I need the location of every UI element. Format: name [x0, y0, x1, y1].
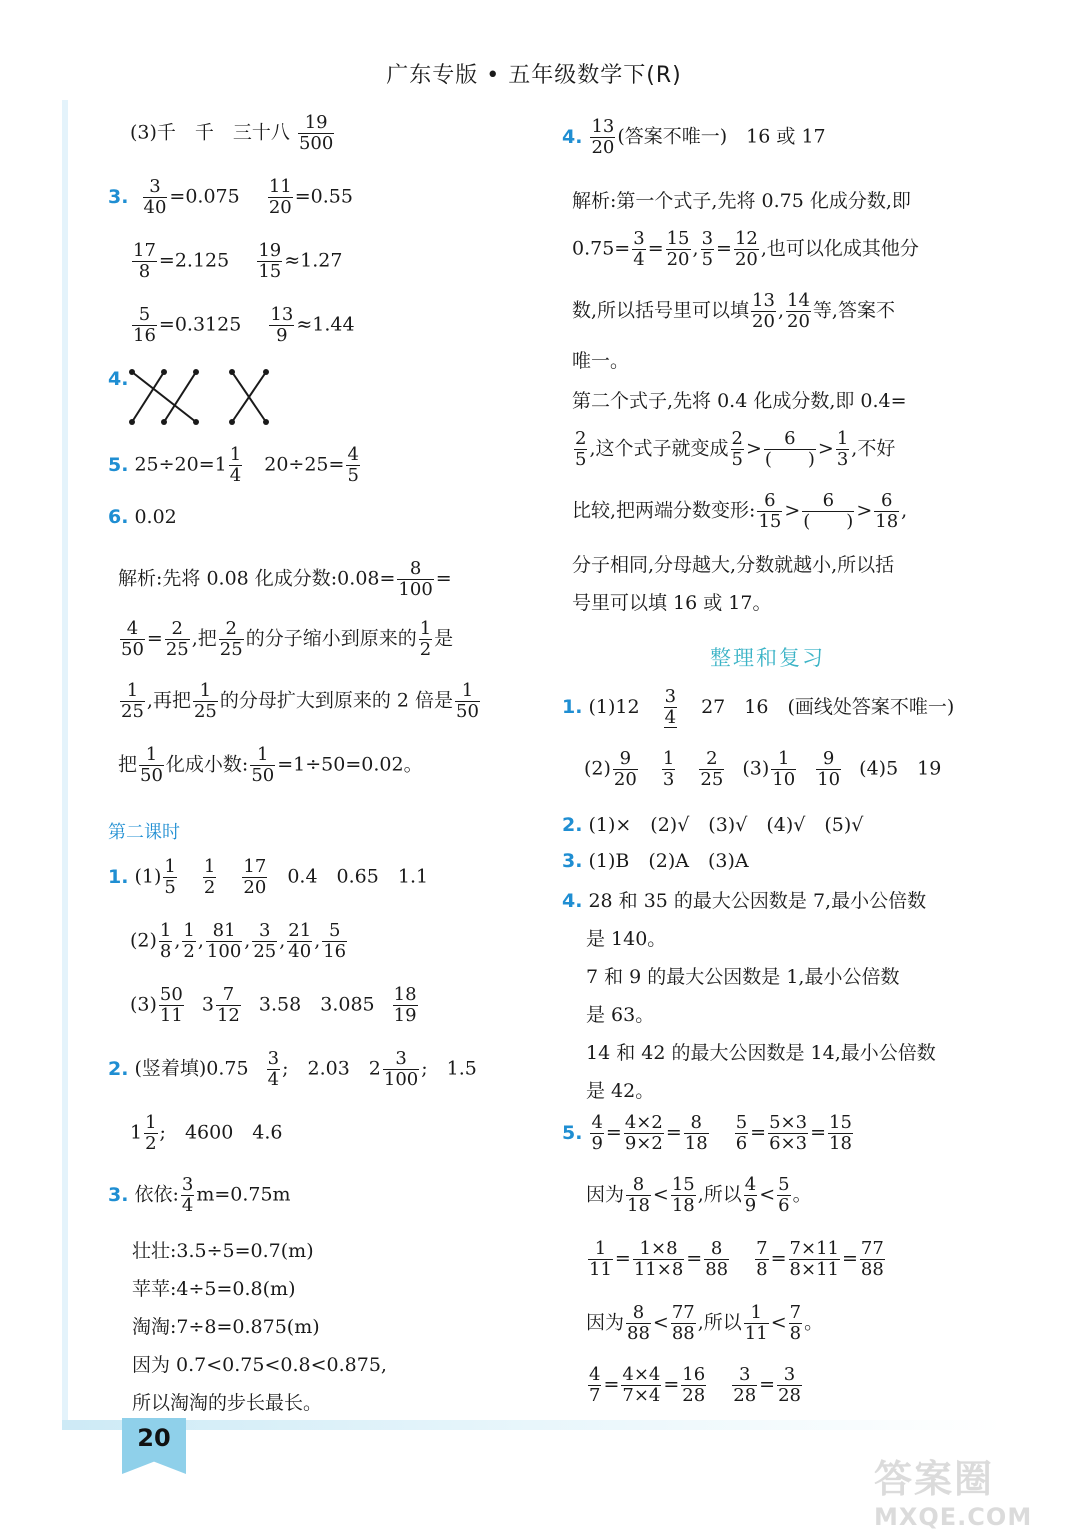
right-analysis-2: 0.75= $\frac{3}{4}$ = $\frac{15}{20}$ , $\frac{3}{5}$ = $\frac{12}{20}$ ,也可以化成其他分 — [572, 228, 919, 270]
right-analysis-7: 比较,把两端分数变形: $\frac{6}{15}$ > $\frac{6}{( )}$ > $\frac{6}{18}$ , — [572, 490, 908, 532]
l2-q3-line: 壮壮:3.5÷5=0.7(m) — [132, 1240, 314, 1262]
left-l3-line: (3)千 千 三十八 $\frac{19}{500}$ — [130, 112, 334, 154]
review-q5-row3: $\frac{1}{11}$ = $\frac{1\times 8}{11\times 8}$ = $\frac{8}{88}$ $\frac{7}{8}$ = $\frac{7\times 11}{8\times 11}$ = $\frac{77}{88}$ — [589, 1238, 884, 1280]
question-number: 6. — [108, 506, 129, 528]
question-number: 4. — [562, 890, 583, 912]
l2-q2-row2: 1 $\frac{1}{2}$ ; 4600 4.6 — [130, 1112, 283, 1154]
page-header: 广东专版 • 五年级数学下(R) — [386, 63, 682, 88]
review-q4-line: 是 63。 — [586, 1004, 655, 1026]
section-title-review: 整理和复习 — [710, 646, 825, 670]
analysis-line-1: 解析:先将 0.08 化成分数:0.08= $\frac{8}{100}$ = — [118, 558, 452, 600]
question-number: 2. — [108, 1057, 129, 1080]
review-q5-row5: $\frac{4}{7}$ = $\frac{4\times 4}{7\times 4}$ = $\frac{16}{28}$ $\frac{3}{28}$ = $\frac{3}{28}$ — [589, 1364, 801, 1406]
left-q3-row3: $\frac{5}{16}$ =0.3125 $\frac{13}{9}$ ≈1.44 — [133, 304, 355, 346]
left-q3-row1: 3. $\frac{3}{40}$ =0.075 $\frac{11}{20}$ =0.55 — [108, 176, 353, 218]
left-q3-row2: $\frac{17}{8}$ =2.125 $\frac{19}{15}$ ≈1.27 — [133, 240, 343, 282]
question-number: 4. — [562, 125, 583, 148]
l2-q3-line: 苹苹:4÷5=0.8(m) — [132, 1278, 296, 1300]
question-number: 2. — [562, 814, 583, 836]
review-q1-row2: (2) $\frac{9}{20}$ $\frac{1}{3}$ $\frac{2}{25}$ (3) $\frac{1}{10}$ $\frac{9}{10}$ (4)5 19 — [584, 748, 942, 790]
question-number: 5. — [562, 1121, 583, 1144]
left-q6: 6. 0.02 — [108, 506, 177, 528]
review-q4-line: 14 和 42 的最大公因数是 14,最小公倍数 — [586, 1042, 936, 1064]
l2-q1-row3: (3) $\frac{50}{11}$ 3 $\frac{7}{12}$ 3.58 3.085 $\frac{18}{19}$ — [130, 984, 417, 1026]
review-q1-row1: 1. (1)12 $\frac{3}{4}$ 27 16 (画线处答案不唯一) — [562, 686, 955, 728]
right-q4: 4. $\frac{13}{20}$ (答案不唯一) 16 或 17 — [562, 116, 826, 158]
review-q4-line: 是 140。 — [586, 928, 667, 950]
review-q4-line: 是 42。 — [586, 1080, 655, 1102]
question-number: 4. — [108, 368, 129, 390]
analysis-line-2: $\frac{4}{50}$ = $\frac{2}{25}$ ,把 $\frac{2}{25}$ 的分子缩小到原来的 $\frac{1}{2}$ 是 — [121, 618, 454, 660]
review-q3: 3. (1)B (2)A (3)A — [562, 850, 749, 872]
question-number: 3. — [562, 850, 583, 872]
right-analysis-3: 数,所以括号里可以填 $\frac{13}{20}$ , $\frac{14}{20}$ 等,答案不 — [572, 290, 895, 332]
review-q5-row4: 因为 $\frac{8}{88}$ < $\frac{77}{88}$ ,所以 $\frac{1}{11}$ < $\frac{7}{8}$ 。 — [586, 1302, 824, 1344]
page-number: 20 — [137, 1424, 171, 1452]
review-q2: 2. (1)× (2)√ (3)√ (4)√ (5)√ — [562, 814, 864, 836]
review-q5-row1: 5. $\frac{4}{9}$ = $\frac{4\times 2}{9\times 2}$ = $\frac{8}{18}$ $\frac{5}{6}$ = $\frac{5\times 3}{6\times 3}$ = $\frac{15}{18}$ — [562, 1112, 852, 1154]
l2-q3-line: 淘淘:7÷8=0.875(m) — [132, 1316, 320, 1338]
analysis-line-4: 把 $\frac{1}{50}$ 化成小数: $\frac{1}{50}$ =1÷50=0.02。 — [118, 744, 423, 786]
right-analysis-6: $\frac{2}{5}$ ,这个式子就变成 $\frac{2}{5}$ > $\frac{6}{( )}$ > $\frac{1}{3}$ ,不好 — [575, 428, 896, 470]
right-analysis-9: 号里可以填 16 或 17。 — [572, 592, 772, 614]
margin-band — [62, 100, 68, 1420]
question-number: 3. — [108, 185, 129, 208]
right-analysis-5: 第二个式子,先将 0.4 化成分数,即 0.4= — [572, 390, 907, 412]
l2-q3-line: 所以淘淘的步长最长。 — [132, 1392, 323, 1414]
right-analysis-8: 分子相同,分母越大,分数就越小,所以括 — [572, 554, 895, 576]
footer-band — [62, 1420, 1002, 1430]
watermark-logo: 答案圈 MXQE.COM — [874, 1457, 1033, 1531]
review-q4-line: 7 和 9 的最大公因数是 1,最小公倍数 — [586, 966, 900, 988]
question-number: 1. — [108, 865, 129, 888]
right-analysis-1: 解析:第一个式子,先将 0.75 化成分数,即 — [572, 190, 911, 212]
left-q5: 5. 25÷20=1 $\frac{1}{4}$ 20÷25= $\frac{4}{5}$ — [108, 444, 359, 486]
l2-q2-row1: 2. (竖着填)0.75 $\frac{3}{4}$ ; 2.03 2 $\frac{3}{100}$ ; 1.5 — [108, 1048, 477, 1090]
right-analysis-4: 唯一。 — [572, 350, 630, 372]
question-number: 1. — [562, 696, 583, 718]
review-q4-line: 4. 28 和 35 的最大公因数是 7,最小公倍数 — [562, 890, 927, 912]
fraction: $\frac{19}{500}$ — [298, 112, 334, 154]
l2-q3-line: 因为 0.7<0.75<0.8<0.875, — [132, 1354, 387, 1376]
l2-q3-row1: 3. 依依: $\frac{3}{4}$ m=0.75m — [108, 1174, 291, 1216]
section-title-lesson2: 第二课时 — [108, 822, 180, 843]
question-number: 5. — [108, 453, 129, 476]
l2-q1-row1: 1. (1) $\frac{1}{5}$ $\frac{1}{2}$ $\frac{17}{20}$ 0.4 0.65 1.1 — [108, 856, 429, 898]
review-q5-row2: 因为 $\frac{8}{18}$ < $\frac{15}{18}$ ,所以 $\frac{4}{9}$ < $\frac{5}{6}$ 。 — [586, 1174, 812, 1216]
matching-lines-diagram — [126, 364, 276, 428]
l2-q1-row2: (2) $\frac{1}{8}$ , $\frac{1}{2}$ , $\frac{81}{100}$ , $\frac{3}{25}$ , $\frac{21}{40}$ , $\frac{5}{16}$ — [130, 920, 347, 962]
question-number: 3. — [108, 1183, 129, 1206]
analysis-line-3: $\frac{1}{25}$ ,再把 $\frac{1}{25}$ 的分母扩大到原来的 2 倍是 $\frac{1}{50}$ — [121, 680, 479, 722]
